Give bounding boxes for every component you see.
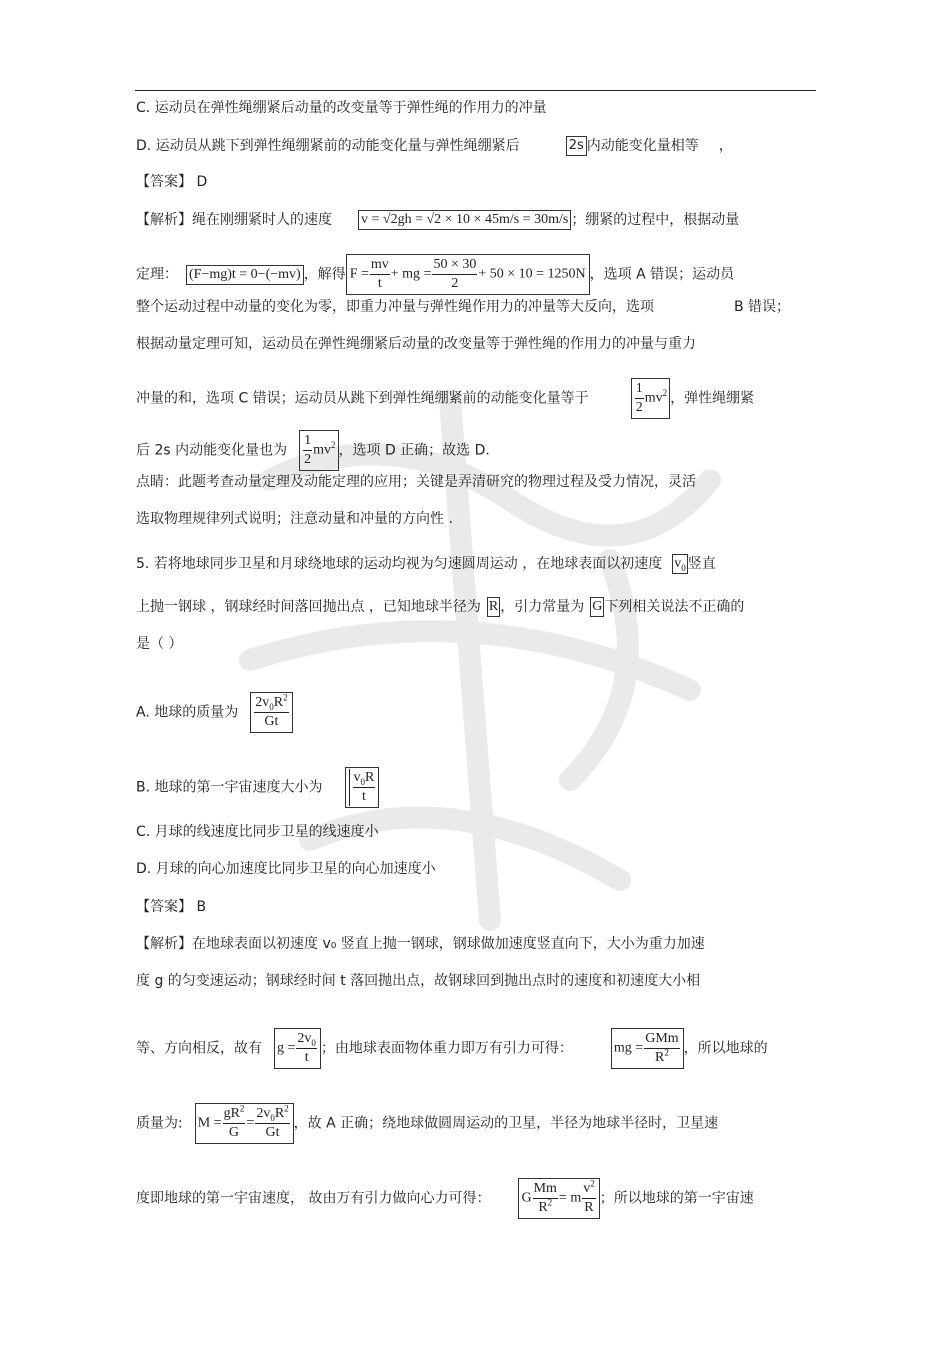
formula-velocity: v = √2gh = √2 × 10 × 45m/s = 30m/s	[358, 210, 571, 230]
analysis-line-5: 冲量的和，选项 C 错误；运动员从跳下到弹性绳绷紧前的动能变化量等于 $\frac{1}{2}$ $mv^2$ ，弹性绳绷紧	[136, 378, 754, 419]
formula-half-mv2: $\frac{1}{2}$ $mv^2$	[631, 378, 670, 419]
question-5-line-1: 5. 若将地球同步卫星和月球绕地球的运动均视为匀速圆周运动 ，在地球表面以初速度 $v_0$ 竖直	[136, 556, 716, 574]
comment-line-1: 点睛：此题考查动量定理及动能定理的应用；关键是弄清研究的物理过程及受力情况，灵活	[136, 474, 696, 490]
formula-G: G	[590, 597, 604, 617]
analysis-2-line-2: 度 g 的匀变速运动；钢球经时间 t 落回抛出点，故钢球回到抛出点时的速度和初速度大小相	[136, 973, 701, 989]
analysis-2-line-5: 度即地球的第一宇宙速度， 故由万有引力做向心力可得： G $\frac{Mm}{R^2}$ = m $\frac{v^2}{R}$ ；所以地球的第一宇宙速	[136, 1178, 754, 1219]
analysis-line-2: 定理： (F−mg)t = 0−(−mv) ，解得 F = $\frac{mv}{t}$ + mg = $\frac{50 \times 30}{2}$ + 50 × 10 = 1250N ，选项 A 错误；运动员	[136, 254, 734, 295]
formula-v0: $v_0$	[674, 556, 686, 574]
analysis-line-3: 整个运动过程中动量的变化为零，即重力冲量与弹性绳作用力的冲量等大反向，选项 B 错误；	[136, 299, 791, 315]
formula-M: M = $\frac{gR^2}{G}$ = $\frac{2v_0R^2}{Gt}$	[195, 1103, 294, 1144]
option-d-line: D. 运动员从跳下到弹性绳绷紧前的动能变化量与弹性绳绷紧后 2s 内动能变化量相等 ，	[136, 138, 733, 154]
analysis-line-4: 根据动量定理可知，运动员在弹性绳绷紧后动量的改变量等于弹性绳的作用力的冲量与重力	[136, 336, 696, 352]
question-5-line-3: 是（ ）	[136, 636, 183, 652]
formula-first-cosmic-velocity: $\frac{v_0R}{t}$	[345, 767, 380, 808]
formula-g: g = $\frac{2v_0}{t}$	[274, 1028, 321, 1069]
analysis-line-1: 【解析】绳在刚绷紧时人的速度 v = √2gh = √2 × 10 × 45m/s = 30m/s ；绷紧的过程中，根据动量	[136, 212, 740, 228]
answer-line: 【答案】 D	[136, 174, 208, 190]
formula-earth-mass: $\frac{2v_0R^2}{Gt}$	[250, 692, 292, 733]
comment-line-2: 选取物理规律列式说明；注意动量和冲量的方向性 .	[136, 511, 453, 527]
analysis-2-line-3: 等、方向相反，故有 g = $\frac{2v_0}{t}$ ；由地球表面物体重力即万有引力可得： mg = GMm $R^2$ ，所以地球的	[136, 1028, 768, 1069]
answer-2-line: 【答案】 B	[136, 899, 207, 915]
formula-orbit: G $\frac{Mm}{R^2}$ = m $\frac{v^2}{R}$	[518, 1178, 599, 1219]
analysis-line-6: 后 2s 内动能变化量也为 $\frac{1}{2}$ $mv^2$ ，选项 D 正确；故选 D.	[136, 430, 490, 471]
option-c-line: C. 运动员在弹性绳绷紧后动量的改变量等于弹性绳的作用力的冲量	[136, 100, 547, 116]
question-5-line-2: 上抛一钢球 ，钢球经时间落回抛出点 ，已知地球半径为 R ，引力常量为 G 下列相关说法不正确的	[136, 599, 745, 615]
analysis-2-line-1: 【解析】在地球表面以初速度 v₀ 竖直上抛一钢球，钢球做加速度竖直向下，大小为重力加速	[136, 936, 705, 952]
formula-force: F = $\frac{mv}{t}$ + mg = $\frac{50 \times 30}{2}$ + 50 × 10 = 1250N	[346, 254, 590, 295]
analysis-2-line-4: 质量为: M = $\frac{gR^2}{G}$ = $\frac{2v_0R^2}{Gt}$ ，故 A 正确；绕地球做圆周运动的卫星，半径为地球半径时，卫星速	[136, 1103, 718, 1144]
formula-R: R	[487, 597, 500, 617]
option-b-line: B. 地球的第一宇宙速度大小为 $\frac{v_0R}{t}$	[136, 767, 379, 808]
header-rule	[135, 90, 816, 91]
formula-2s: 2s	[566, 136, 587, 156]
formula-momentum: (F−mg)t = 0−(−mv)	[186, 265, 304, 285]
option-d2-line: D. 月球的向心加速度比同步卫星的向心加速度小	[136, 861, 436, 877]
formula-half-mv2-b: $\frac{1}{2}$ $mv^2$	[299, 430, 338, 471]
option-a-line: A. 地球的质量为 $\frac{2v_0R^2}{Gt}$	[136, 692, 293, 733]
formula-mg: mg = GMm $R^2$	[611, 1028, 684, 1069]
option-c2-line: C. 月球的线速度比同步卫星的线速度小	[136, 824, 379, 840]
